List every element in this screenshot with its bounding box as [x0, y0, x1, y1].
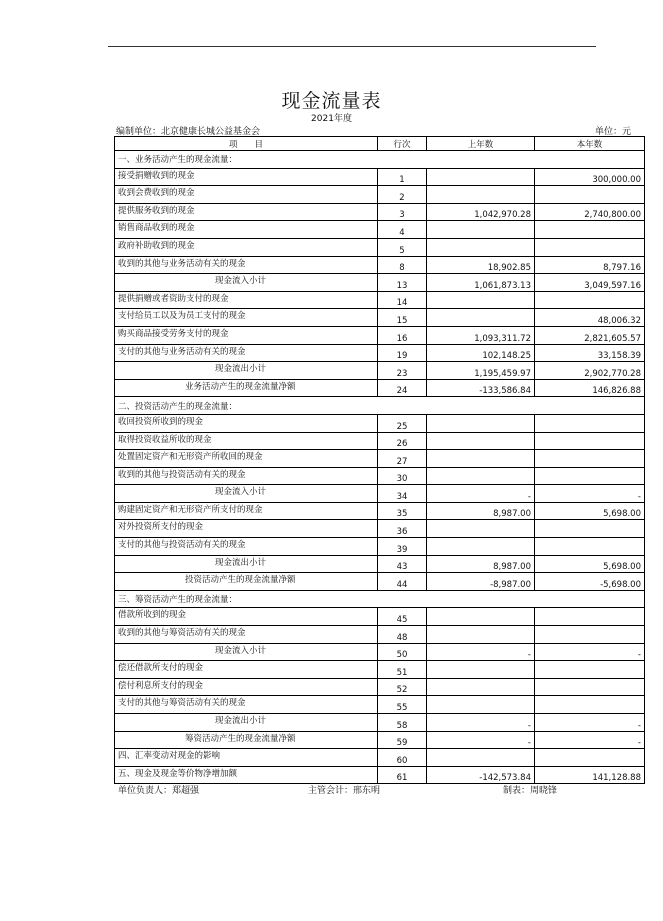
report-title: 现金流量表: [281, 90, 382, 112]
row-line-number: 34: [378, 485, 427, 503]
row-curr-year-amount: [535, 661, 645, 679]
table-header-row: [115, 137, 645, 151]
row-line-number: 44: [378, 573, 427, 591]
table-row: [115, 256, 645, 274]
table-row: [115, 573, 645, 591]
row-item: 偿付利息所支付的现金: [115, 678, 378, 696]
row-curr-year-amount: -: [535, 731, 645, 749]
principal-signature: 单位负责人：郑超强: [118, 786, 200, 796]
table-row: [115, 661, 645, 679]
row-curr-year-amount: [535, 238, 645, 256]
row-line-number: 48: [378, 626, 427, 644]
row-prev-year-amount: [427, 608, 535, 626]
row-curr-year-amount: [535, 696, 645, 714]
row-prev-year-amount: [427, 186, 535, 204]
row-prev-year-amount: [427, 749, 535, 767]
table-row: [115, 626, 645, 644]
row-item: 现金流入小计: [115, 274, 378, 292]
row-item: 收回投资所收到的现金: [115, 414, 378, 432]
row-curr-year-amount: 146,826.88: [535, 379, 645, 397]
row-item: 偿还借款所支付的现金: [115, 661, 378, 679]
preparer-signature: 制表：周晓锋: [503, 786, 558, 796]
row-prev-year-amount: -142,573.84: [427, 766, 535, 784]
table-row: [115, 432, 645, 450]
row-line-number: 25: [378, 414, 427, 432]
row-line-number: 13: [378, 274, 427, 292]
row-line-number: 8: [378, 256, 427, 274]
table-row: [115, 186, 645, 204]
row-curr-year-amount: [535, 520, 645, 538]
row-item: 借款所收到的现金: [115, 608, 378, 626]
row-item: 提供捐赠或者资助支付的现金: [115, 291, 378, 309]
section-heading: 二、投资活动产生的现金流量：: [115, 397, 645, 415]
row-line-number: 3: [378, 203, 427, 221]
row-curr-year-amount: [535, 432, 645, 450]
table-body: [115, 151, 645, 784]
row-curr-year-amount: 2,821,605.57: [535, 326, 645, 344]
row-item: 投资活动产生的现金流量净额: [115, 573, 378, 591]
row-curr-year-amount: 48,006.32: [535, 309, 645, 327]
row-item: 支付的其他与投资活动有关的现金: [115, 538, 378, 556]
table-row: [115, 714, 645, 732]
row-line-number: 52: [378, 678, 427, 696]
row-prev-year-amount: [427, 696, 535, 714]
row-item: 现金流入小计: [115, 643, 378, 661]
row-curr-year-amount: [535, 538, 645, 556]
table-row: [115, 766, 645, 784]
table-row: [115, 485, 645, 503]
table-row: [115, 749, 645, 767]
row-item: 购买商品接受劳务支付的现金: [115, 326, 378, 344]
table-row: [115, 731, 645, 749]
table-row: [115, 520, 645, 538]
row-item: 筹资活动产生的现金流量净额: [115, 731, 378, 749]
table-row: [115, 450, 645, 468]
row-line-number: 24: [378, 379, 427, 397]
row-item: 收到的其他与业务活动有关的现金: [115, 256, 378, 274]
table-row: [115, 414, 645, 432]
row-prev-year-amount: -: [427, 731, 535, 749]
row-line-number: 36: [378, 520, 427, 538]
row-curr-year-amount: 33,158.39: [535, 344, 645, 362]
row-prev-year-amount: [427, 414, 535, 432]
row-prev-year-amount: [427, 221, 535, 239]
row-prev-year-amount: [427, 291, 535, 309]
row-curr-year-amount: -: [535, 485, 645, 503]
row-prev-year-amount: [427, 520, 535, 538]
row-item: 收到的其他与筹资活动有关的现金: [115, 626, 378, 644]
cash-flow-table: [114, 136, 645, 784]
row-curr-year-amount: 8,797.16: [535, 256, 645, 274]
row-line-number: 26: [378, 432, 427, 450]
row-item: 业务活动产生的现金流量净额: [115, 379, 378, 397]
row-prev-year-amount: -133,586.84: [427, 379, 535, 397]
row-line-number: 59: [378, 731, 427, 749]
row-line-number: 55: [378, 696, 427, 714]
row-line-number: 61: [378, 766, 427, 784]
row-line-number: 27: [378, 450, 427, 468]
accountant-signature: 主管会计：邢东明: [308, 786, 381, 796]
row-item: 对外投资所支付的现金: [115, 520, 378, 538]
row-prev-year-amount: [427, 678, 535, 696]
row-line-number: 45: [378, 608, 427, 626]
row-line-number: 35: [378, 502, 427, 520]
row-item: 支付的其他与筹资活动有关的现金: [115, 696, 378, 714]
row-line-number: 19: [378, 344, 427, 362]
row-prev-year-amount: -: [427, 485, 535, 503]
row-prev-year-amount: [427, 432, 535, 450]
row-line-number: 2: [378, 186, 427, 204]
header-prev-year: 上年数: [427, 137, 535, 151]
row-line-number: 4: [378, 221, 427, 239]
row-curr-year-amount: [535, 608, 645, 626]
row-item: 接受捐赠收到的现金: [115, 168, 378, 186]
row-curr-year-amount: [535, 291, 645, 309]
row-item: 取得投资收益所收的现金: [115, 432, 378, 450]
table-row: [115, 326, 645, 344]
row-curr-year-amount: [535, 678, 645, 696]
header-item: 项 目: [115, 137, 378, 151]
row-prev-year-amount: 1,042,970.28: [427, 203, 535, 221]
row-curr-year-amount: [535, 467, 645, 485]
section-heading: 三、筹资活动产生的现金流量：: [115, 590, 645, 608]
row-prev-year-amount: 18,902.85: [427, 256, 535, 274]
row-line-number: 43: [378, 555, 427, 573]
row-item: 现金流出小计: [115, 555, 378, 573]
org-label: 编制单位：北京健康长城公益基金会: [116, 127, 261, 137]
row-prev-year-amount: [427, 661, 535, 679]
table-row: [115, 362, 645, 380]
table-row: [115, 221, 645, 239]
row-prev-year-amount: [427, 168, 535, 186]
row-prev-year-amount: [427, 309, 535, 327]
row-curr-year-amount: -: [535, 643, 645, 661]
row-item: 五、现金及现金等价物净增加额: [115, 766, 378, 784]
header-line: 行次: [378, 137, 427, 151]
row-line-number: 50: [378, 643, 427, 661]
table-row: [115, 678, 645, 696]
table-row: [115, 643, 645, 661]
row-curr-year-amount: 300,000.00: [535, 168, 645, 186]
row-item: 现金流入小计: [115, 485, 378, 503]
row-curr-year-amount: [535, 414, 645, 432]
row-curr-year-amount: 141,128.88: [535, 766, 645, 784]
row-prev-year-amount: 102,148.25: [427, 344, 535, 362]
row-prev-year-amount: [427, 626, 535, 644]
row-line-number: 14: [378, 291, 427, 309]
section-row: [115, 151, 645, 169]
row-curr-year-amount: -: [535, 714, 645, 732]
row-prev-year-amount: [427, 467, 535, 485]
row-prev-year-amount: 1,061,873.13: [427, 274, 535, 292]
header-curr-year: 本年数: [535, 137, 645, 151]
row-curr-year-amount: [535, 626, 645, 644]
row-line-number: 60: [378, 749, 427, 767]
row-prev-year-amount: [427, 450, 535, 468]
row-line-number: 15: [378, 309, 427, 327]
row-prev-year-amount: -8,987.00: [427, 573, 535, 591]
table-row: [115, 203, 645, 221]
row-item: 支付给员工以及为员工支付的现金: [115, 309, 378, 327]
table-row: [115, 502, 645, 520]
row-curr-year-amount: [535, 221, 645, 239]
row-curr-year-amount: 5,698.00: [535, 555, 645, 573]
row-prev-year-amount: 1,093,311.72: [427, 326, 535, 344]
row-prev-year-amount: [427, 238, 535, 256]
row-item: 政府补助收到的现金: [115, 238, 378, 256]
row-item: 购建固定资产和无形资产所支付的现金: [115, 502, 378, 520]
table-row: [115, 555, 645, 573]
row-item: 支付的其他与业务活动有关的现金: [115, 344, 378, 362]
table-row: [115, 608, 645, 626]
table-row: [115, 309, 645, 327]
section-row: [115, 397, 645, 415]
row-prev-year-amount: [427, 538, 535, 556]
row-curr-year-amount: 5,698.00: [535, 502, 645, 520]
report-year: 2021年度: [311, 114, 352, 124]
row-line-number: 51: [378, 661, 427, 679]
table-row: [115, 274, 645, 292]
row-prev-year-amount: 8,987.00: [427, 555, 535, 573]
row-item: 四、汇率变动对现金的影响: [115, 749, 378, 767]
row-prev-year-amount: 1,195,459.97: [427, 362, 535, 380]
unit-label: 单位：元: [594, 127, 631, 137]
table-row: [115, 168, 645, 186]
row-curr-year-amount: 2,740,800.00: [535, 203, 645, 221]
section-row: [115, 590, 645, 608]
table-row: [115, 538, 645, 556]
row-line-number: 30: [378, 467, 427, 485]
row-line-number: 5: [378, 238, 427, 256]
row-line-number: 1: [378, 168, 427, 186]
row-prev-year-amount: 8,987.00: [427, 502, 535, 520]
row-item: 现金流出小计: [115, 362, 378, 380]
row-item: 现金流出小计: [115, 714, 378, 732]
row-item: 处置固定资产和无形资产所收回的现金: [115, 450, 378, 468]
table-row: [115, 379, 645, 397]
row-curr-year-amount: -5,698.00: [535, 573, 645, 591]
row-item: 收到会费收到的现金: [115, 186, 378, 204]
row-prev-year-amount: -: [427, 643, 535, 661]
row-line-number: 16: [378, 326, 427, 344]
table-row: [115, 291, 645, 309]
table-row: [115, 238, 645, 256]
header-rule: [108, 46, 596, 47]
row-line-number: 23: [378, 362, 427, 380]
row-curr-year-amount: 3,049,597.16: [535, 274, 645, 292]
row-line-number: 58: [378, 714, 427, 732]
row-curr-year-amount: [535, 749, 645, 767]
table-row: [115, 344, 645, 362]
row-item: 提供服务收到的现金: [115, 203, 378, 221]
row-prev-year-amount: -: [427, 714, 535, 732]
table-row: [115, 467, 645, 485]
row-item: 销售商品收到的现金: [115, 221, 378, 239]
row-item: 收到的其他与投资活动有关的现金: [115, 467, 378, 485]
row-curr-year-amount: [535, 186, 645, 204]
row-curr-year-amount: 2,902,770.28: [535, 362, 645, 380]
table-row: [115, 696, 645, 714]
row-line-number: 39: [378, 538, 427, 556]
section-heading: 一、业务活动产生的现金流量：: [115, 151, 645, 169]
row-curr-year-amount: [535, 450, 645, 468]
